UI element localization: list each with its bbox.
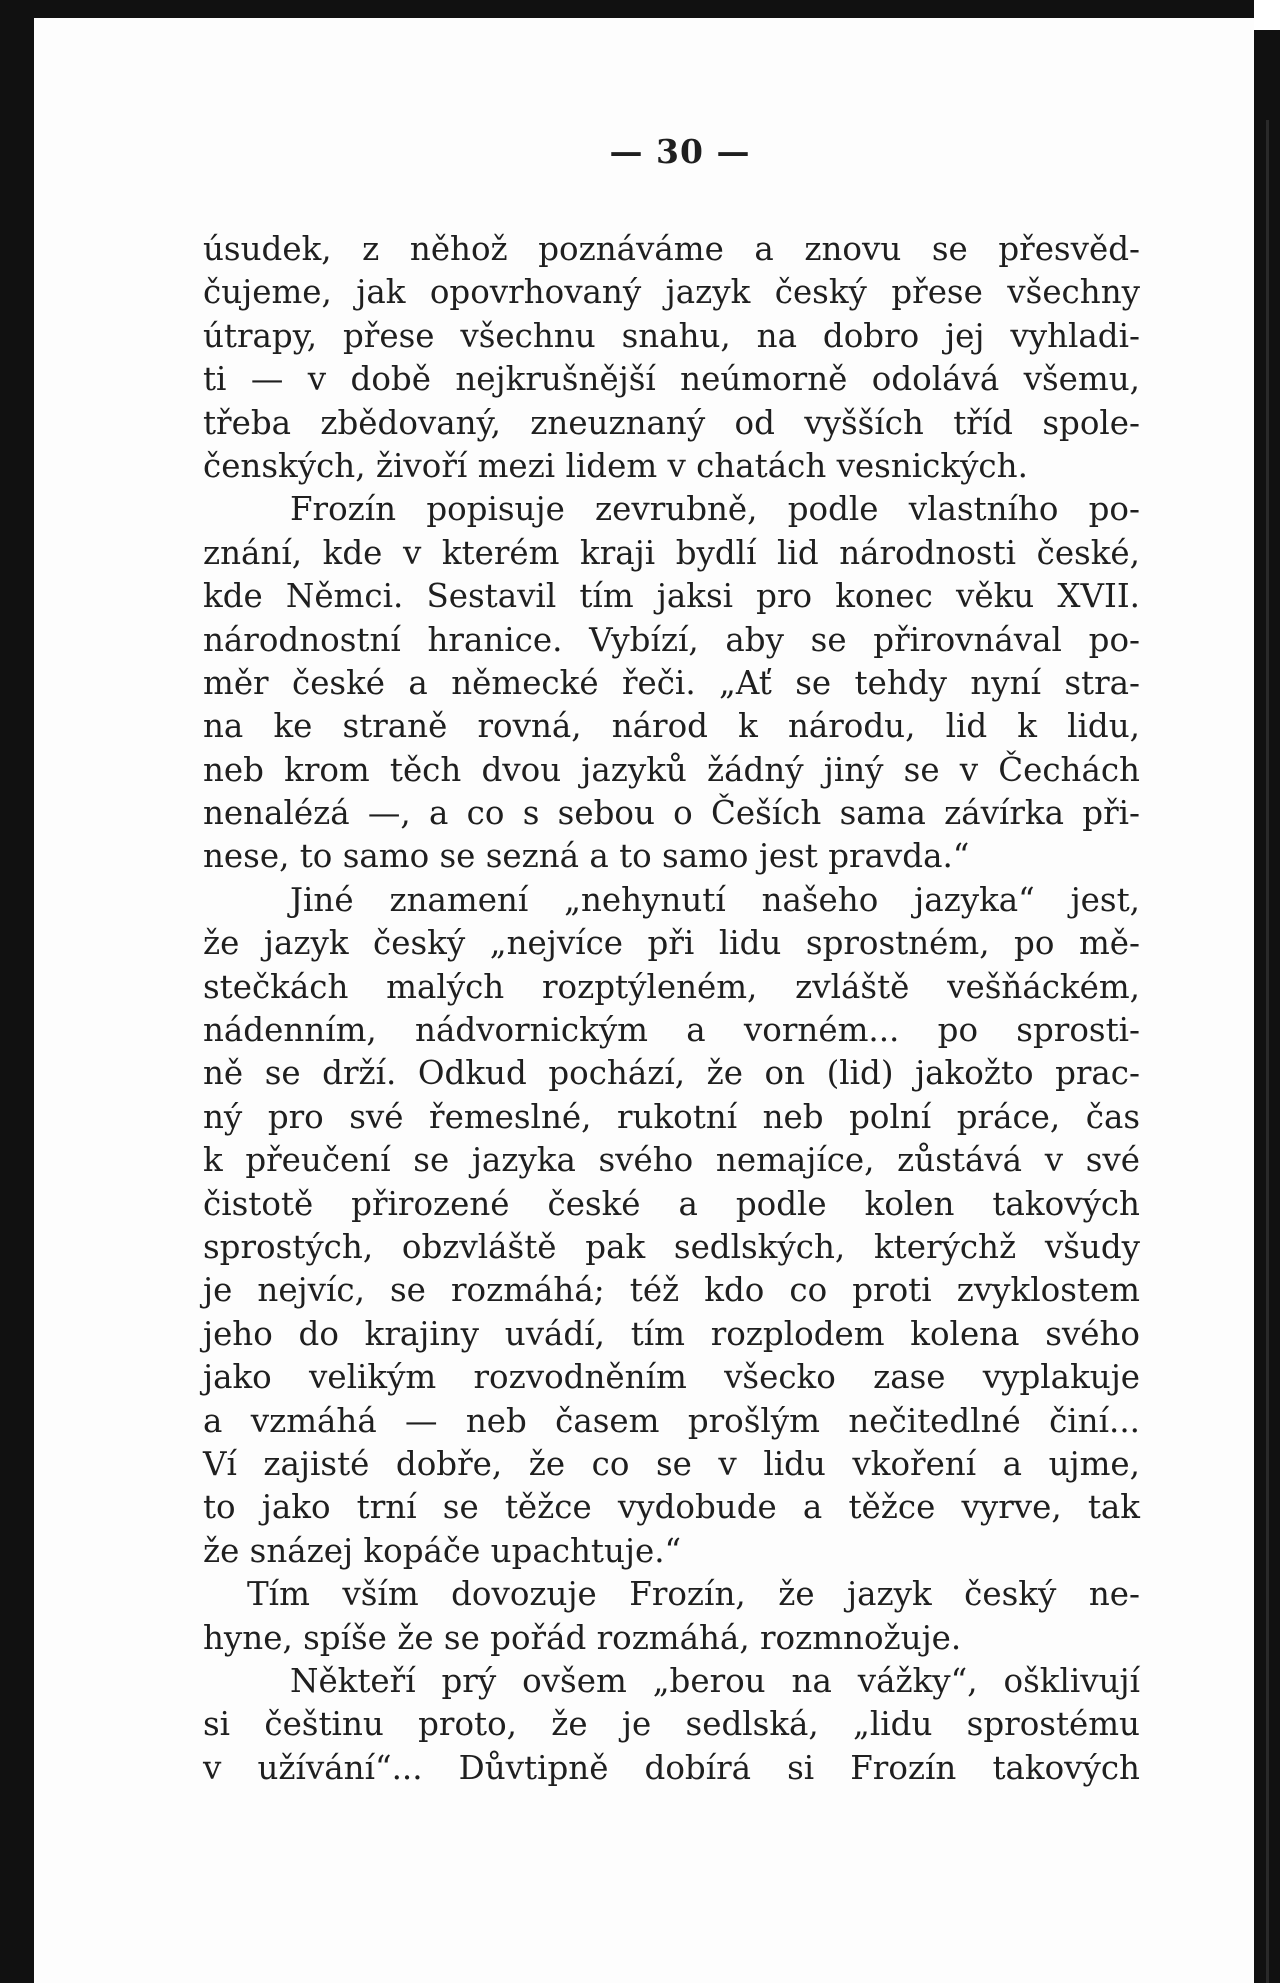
text-line: a vzmáhá — neb časem prošlým nečitedlné činí... <box>203 1401 1140 1440</box>
text-line: jako velikým rozvodněním všecko zase vyplakuje <box>203 1358 1140 1397</box>
text-line: národnostní hranice. Vybízí, aby se přirovnával po- <box>203 620 1140 659</box>
text-line: jeho do krajiny uvádí, tím rozplodem kolena svého <box>203 1314 1140 1353</box>
text-line: na ke straně rovná, národ k národu, lid k lidu, <box>203 707 1140 746</box>
text-line: je nejvíc, se rozmáhá; též kdo co proti zvyklostem <box>203 1271 1140 1310</box>
text-line: znání, kde v kterém kraji bydlí lid národnosti české, <box>203 533 1140 572</box>
text-line: že jazyk český „nejvíce při lidu sprostném, po mě- <box>203 924 1140 963</box>
text-line: to jako trní se těžce vydobude a těžce vyrve, tak <box>203 1488 1140 1527</box>
text-line: ný pro své řemeslné, rukotní neb polní práce, čas <box>203 1097 1140 1136</box>
text-line: neb krom těch dvou jazyků žádný jiný se v Čechách <box>203 750 1140 789</box>
text-line: úsudek, z něhož poznáváme a znovu se přesvěd- <box>203 230 1140 268</box>
text-line: Jiné znamení „nehynutí našeho jazyka“ jest, <box>290 880 1140 919</box>
text-line: měr české a německé řeči. „Ať se tehdy nyní stra- <box>203 663 1140 702</box>
text-line: kde Němci. Sestavil tím jaksi pro konec věku XVII. <box>203 577 1140 616</box>
text-line: třeba zbědovaný, zneuznaný od vyšších tříd spole- <box>203 403 1140 442</box>
text-line: ně se drží. Odkud pochází, že on (lid) jakožto prac- <box>203 1054 1140 1093</box>
page-number: — 30 — <box>609 132 751 171</box>
text-line: čenských, živoří mezi lidem v chatách vesnických. <box>203 446 1028 485</box>
text-line: nádenním, nádvornickým a vorném... po sprosti- <box>203 1011 1140 1050</box>
text-line: čistotě přirozené české a podle kolen takových <box>203 1184 1140 1223</box>
text-line: k přeučení se jazyka svého nemajíce, zůstává v své <box>203 1141 1140 1180</box>
scan-edge-left <box>0 0 34 1983</box>
text-line: stečkách malých rozptýleném, zvláště vešňáckém, <box>203 967 1140 1006</box>
text-line: sprostých, obzvláště pak sedlských, kterýchž všudy <box>203 1227 1140 1266</box>
text-line: Frozín popisuje zevrubně, podle vlastního po- <box>290 490 1140 529</box>
text-line: nese, to samo se sezná a to samo jest pravda.“ <box>203 837 970 876</box>
text-line: že snázej kopáče upachtuje.“ <box>203 1531 682 1570</box>
text-line: hyne, spíše že se pořád rozmáhá, rozmnožuje. <box>203 1618 962 1657</box>
text-line: Tím vším dovozuje Frozín, že jazyk český ne- <box>247 1575 1140 1614</box>
binding-edge <box>1266 120 1269 1983</box>
body-text <box>203 228 1140 1790</box>
text-line: si češtinu proto, že je sedlská, „lidu sprostému <box>203 1705 1140 1744</box>
text-line: Ví zajisté dobře, že co se v lidu vkoření a ujme, <box>203 1444 1140 1483</box>
scan-edge-top <box>0 0 1280 18</box>
text-line: ti — v době nejkrušnější neúmorně odolává všemu, <box>203 360 1140 399</box>
text-line: nenalézá —, a co s sebou o Češích sama závírka při- <box>203 794 1140 833</box>
text-line: v užívání“... Důvtipně dobírá si Frozín takových <box>203 1748 1140 1787</box>
text-line: čujeme, jak opovrhovaný jazyk český přese všechny <box>203 273 1140 312</box>
scan-corner <box>1254 0 1280 30</box>
text-line: útrapy, přese všechnu snahu, na dobro jej vyhladi- <box>203 316 1140 355</box>
text-line: Někteří prý ovšem „berou na vážky“, ošklivují <box>290 1661 1140 1700</box>
